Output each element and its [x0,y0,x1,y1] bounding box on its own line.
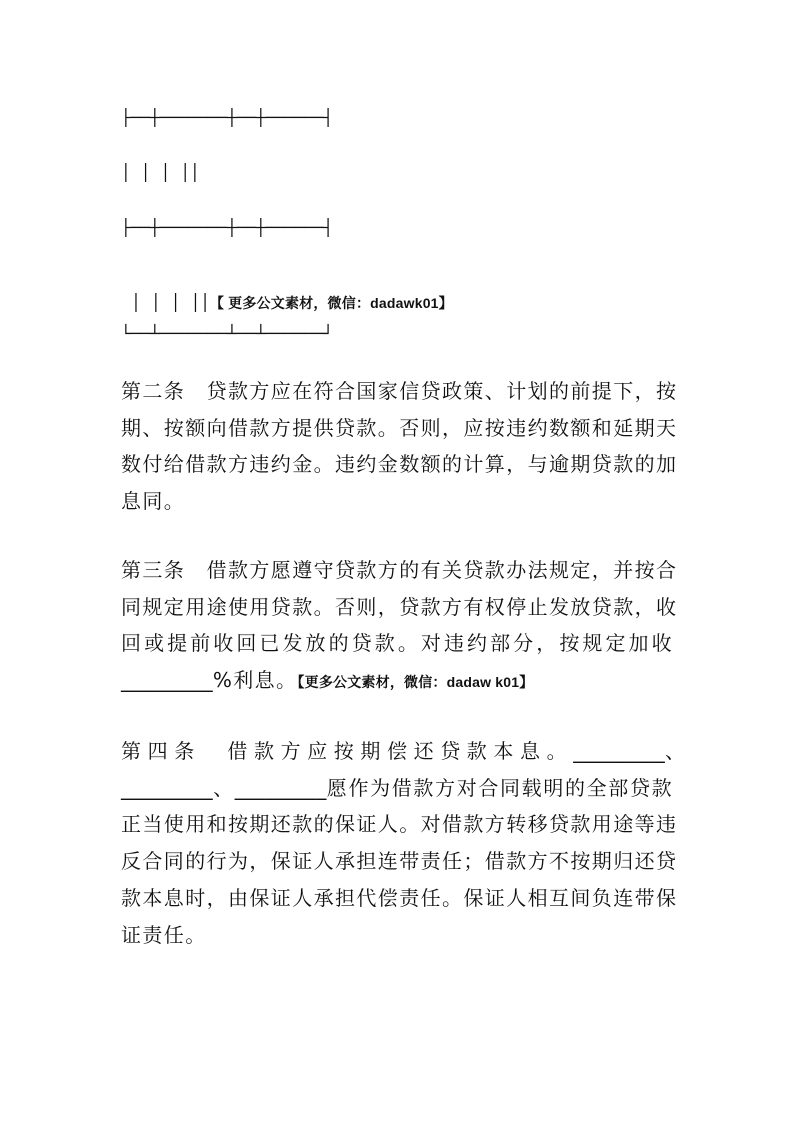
article-3-line-1: 第三条 借款方愿遵守贷款方的有关贷款办法规定，并按合 [121,558,678,582]
interest-rate-blank: _________ [121,668,213,693]
guarantor-blank-1: _________ [573,739,666,763]
table-border-bottom: └──┴───────┴──┴──────┘ [121,324,333,343]
article-4-line-5: 款本息时，由保证人承担代偿责任。保证人相互间负连带保 [121,885,678,910]
table-border-middle: ├──┼───────┼──┼──────┤ [121,218,333,237]
article-4-line-1-text: 第四条 借款方应按期偿还贷款本息。 [121,739,574,763]
table-row-cells-1: │ │ │ ││ [121,163,200,182]
article-2-line-4: 息同。 [121,489,186,514]
article-3-line-4-text: %利息。 [212,668,298,693]
article-2-line-1: 第二条 贷款方应在符合国家信贷政策、计划的前提下，按 [121,379,678,403]
guarantor-blank-3: _________ [234,775,327,800]
watermark-note-1: 【 更多公文素材，微信：dadawk01】 [209,295,453,311]
table-border-top: ├──┼───────┼──┼──────┤ [121,108,333,127]
article-2 [121,373,678,520]
article-4-line-3: 正当使用和按期还款的保证人。对借款方转移贷款用途等违 [121,812,678,837]
table-row-cells-2 [121,273,453,313]
article-4-line-1-tail: 、 [665,739,687,763]
article-3-line-4 [121,662,673,701]
article-4-line-4: 反合同的行为，保证人承担连带责任；借款方不按期归还贷 [121,849,678,874]
article-2-line-3: 数付给借款方违约金。违约金数额的计算，与逾期贷款的加 [121,452,678,477]
article-2-line-2: 期、按额向借款方提供贷款。否则，应按违约数额和延期天 [121,415,678,440]
table-row-cells-2-text: │ │ │ ││ [131,293,210,312]
article-4-line-2-text: 愿作为借款方对合同载明的全部贷款 [326,775,674,800]
article-4 [121,733,687,953]
guarantor-blank-2: _________ [121,775,213,800]
article-4-line-2 [121,770,673,807]
article-3 [121,552,678,701]
watermark-note-2: 【更多公文素材，微信：dadaw k01】 [297,674,534,691]
article-3-line-2: 同规定用途使用贷款。否则，贷款方有权停止发放贷款，收 [121,594,678,619]
article-3-line-3: 回或提前收回已发放的贷款。对违约部分，按规定加收 [121,631,673,656]
article-4-line-6: 证责任。 [121,922,207,947]
article-4-line-1 [121,733,687,770]
article-4-line-2-sep: 、 [212,775,235,800]
